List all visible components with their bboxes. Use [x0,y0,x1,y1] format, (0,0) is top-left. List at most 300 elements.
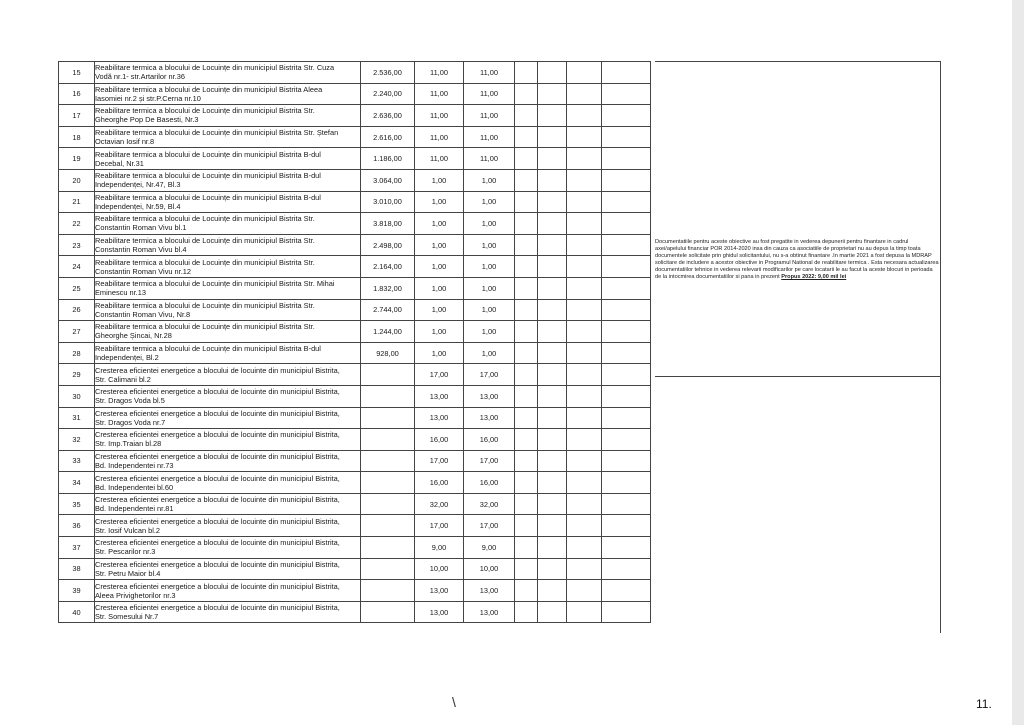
description-line2: Constantin Roman Vivu nr.12 [95,266,191,276]
row-amount-b: 17,00 [464,364,515,386]
empty-cell [515,385,538,407]
row-amount-b: 11,00 [464,148,515,170]
empty-cell [515,450,538,472]
row-amount-a: 1,00 [415,342,464,364]
row-amount-a: 13,00 [415,385,464,407]
table-row [59,126,651,148]
empty-cell [602,450,651,472]
empty-cell [602,537,651,559]
row-amount-b: 10,00 [464,558,515,580]
row-number: 17 [59,105,95,127]
empty-cell [567,256,602,278]
empty-cell [538,364,567,386]
empty-cell [515,148,538,170]
row-value [361,450,415,472]
row-number: 15 [59,62,95,84]
row-description [95,148,361,170]
empty-cell [538,277,567,299]
row-description [95,213,361,235]
empty-cell [602,515,651,537]
description-line1: Cresterea eficientei energetice a blocului de locuinte din municipiul Bistrita, [95,559,340,569]
row-amount-a: 13,00 [415,407,464,429]
row-description [95,299,361,321]
table-row [59,191,651,213]
row-value [361,601,415,623]
row-number: 38 [59,558,95,580]
row-amount-b: 11,00 [464,83,515,105]
empty-cell [538,62,567,84]
row-value [361,537,415,559]
empty-cell [602,277,651,299]
empty-cell [538,299,567,321]
empty-cell [538,407,567,429]
empty-cell [515,234,538,256]
row-value: 1.186,00 [361,148,415,170]
row-number: 25 [59,277,95,299]
note-highlight: Propus 2022: 9,00 mil lei [781,274,847,280]
empty-cell [515,407,538,429]
description-line2: Aleea Privighetorilor nr.3 [95,590,176,600]
page-number: 11. [976,697,992,711]
row-amount-a: 16,00 [415,472,464,494]
row-number: 19 [59,148,95,170]
empty-cell [567,537,602,559]
description-line2: Str. Iosif Vulcan bl.2 [95,525,161,535]
description-line2: Constantin Roman Vivu bl.1 [95,223,187,233]
empty-cell [602,493,651,515]
empty-cell [567,601,602,623]
row-amount-a: 11,00 [415,62,464,84]
table-row [59,277,651,299]
row-description [95,601,361,623]
row-number: 31 [59,407,95,429]
row-amount-b: 1,00 [464,299,515,321]
row-amount-a: 10,00 [415,558,464,580]
empty-cell [538,537,567,559]
row-description [95,62,361,84]
empty-cell [538,450,567,472]
table-row [59,234,651,256]
row-value [361,429,415,451]
empty-cell [567,407,602,429]
empty-cell [602,299,651,321]
description-line2: Bd. Independentei bl.60 [95,482,174,492]
description-line1: Reabilitare termica a blocului de Locuințe din municipiul Bistrita Str. [95,300,315,310]
table-row [59,321,651,343]
description-line1: Reabilitare termica a blocului de Locuințe din municipiul Bistrita Str. [95,236,315,246]
empty-cell [602,169,651,191]
description-line1: Reabilitare termica a blocului de Locuințe din municipiul Bistrita Str. [95,106,315,116]
table-row [59,256,651,278]
empty-cell [515,321,538,343]
description-line2: Str. Pescarilor nr.3 [95,547,156,557]
description-line1: Cresterea eficientei energetice a blocului de locuinte din municipiul Bistrita, [95,365,340,375]
empty-cell [515,299,538,321]
empty-cell [567,126,602,148]
row-value: 3.064,00 [361,169,415,191]
empty-cell [602,83,651,105]
description-line2: Str. Somesului Nr.7 [95,612,159,622]
empty-cell [567,472,602,494]
description-line1: Cresterea eficientei energetice a blocului de locuinte din municipiul Bistrita, [95,430,340,440]
row-value [361,515,415,537]
row-description [95,277,361,299]
row-amount-b: 16,00 [464,472,515,494]
empty-cell [567,429,602,451]
empty-cell [515,169,538,191]
row-description [95,169,361,191]
description-line2: Str. Petru Maior bl.4 [95,568,161,578]
row-amount-b: 13,00 [464,385,515,407]
description-line1: Reabilitare termica a blocului de Locuințe din municipiul Bistrita Aleea [95,84,323,94]
description-line1: Cresterea eficientei energetice a blocului de locuinte din municipiul Bistrita, [95,581,340,591]
description-line1: Reabilitare termica a blocului de Locuințe din municipiul Bistrita Str. Ștefan [95,128,339,138]
empty-cell [567,515,602,537]
table-row [59,342,651,364]
empty-cell [602,321,651,343]
row-amount-b: 1,00 [464,191,515,213]
row-value: 2.164,00 [361,256,415,278]
note-cell-top [655,61,941,377]
row-value: 2.498,00 [361,234,415,256]
description-line2: Constantin Roman Vivu, Nr.8 [95,309,191,319]
empty-cell [515,429,538,451]
description-line2: Independenței, Nr.47, Bl.3 [95,180,181,190]
row-description [95,429,361,451]
empty-cell [602,407,651,429]
row-description [95,515,361,537]
description-line2: Str. Dragos Voda bl.5 [95,396,165,406]
row-number: 34 [59,472,95,494]
row-value: 928,00 [361,342,415,364]
row-description [95,191,361,213]
row-description [95,472,361,494]
page-edge [1012,0,1024,725]
empty-cell [602,256,651,278]
empty-cell [602,191,651,213]
row-amount-a: 11,00 [415,126,464,148]
row-amount-b: 1,00 [464,213,515,235]
empty-cell [515,83,538,105]
table-row [59,450,651,472]
description-line2: Independenței, Bl.2 [95,353,159,363]
empty-cell [538,321,567,343]
empty-cell [538,169,567,191]
row-description [95,493,361,515]
empty-cell [602,105,651,127]
row-amount-a: 17,00 [415,450,464,472]
projects-table [58,61,651,623]
table-row [59,299,651,321]
row-number: 22 [59,213,95,235]
row-value [361,407,415,429]
row-description [95,321,361,343]
row-amount-a: 1,00 [415,299,464,321]
description-line2: Gheorghe Pop De Basesti, Nr.3 [95,115,199,125]
empty-cell [515,558,538,580]
row-value [361,364,415,386]
row-number: 20 [59,169,95,191]
row-value: 2.536,00 [361,62,415,84]
empty-cell [567,580,602,602]
row-value [361,493,415,515]
empty-cell [538,515,567,537]
empty-cell [515,213,538,235]
empty-cell [538,213,567,235]
row-amount-a: 16,00 [415,429,464,451]
row-value: 2.240,00 [361,83,415,105]
empty-cell [602,601,651,623]
empty-cell [567,83,602,105]
empty-cell [538,83,567,105]
row-value [361,472,415,494]
row-value: 3.010,00 [361,191,415,213]
description-line1: Cresterea eficientei energetice a blocului de locuinte din municipiul Bistrita, [95,538,340,548]
table-row [59,62,651,84]
row-amount-a: 17,00 [415,364,464,386]
row-amount-b: 13,00 [464,407,515,429]
row-amount-b: 1,00 [464,169,515,191]
table-row [59,407,651,429]
table-row [59,213,651,235]
empty-cell [602,234,651,256]
row-amount-b: 17,00 [464,450,515,472]
empty-cell [515,601,538,623]
empty-cell [602,580,651,602]
row-value [361,385,415,407]
empty-cell [515,493,538,515]
row-description [95,364,361,386]
row-amount-a: 17,00 [415,515,464,537]
row-amount-a: 32,00 [415,493,464,515]
description-line2: Independenței, Nr.59, Bl.4 [95,201,181,211]
table-row [59,148,651,170]
empty-cell [567,105,602,127]
table-row [59,429,651,451]
row-number: 28 [59,342,95,364]
empty-cell [567,450,602,472]
row-description [95,256,361,278]
table-row [59,580,651,602]
row-description [95,342,361,364]
empty-cell [602,342,651,364]
row-amount-a: 9,00 [415,537,464,559]
row-value: 2.636,00 [361,105,415,127]
row-number: 37 [59,537,95,559]
empty-cell [538,429,567,451]
empty-cell [602,385,651,407]
empty-cell [567,234,602,256]
empty-cell [538,580,567,602]
row-amount-b: 9,00 [464,537,515,559]
description-line2: Octavian Iosif nr.8 [95,137,155,147]
row-description [95,558,361,580]
empty-cell [567,169,602,191]
row-amount-b: 1,00 [464,321,515,343]
empty-cell [538,256,567,278]
row-number: 18 [59,126,95,148]
description-line1: Reabilitare termica a blocului de Locuințe din municipiul Bistrita B-dul [95,171,321,181]
description-line2: Str. Dragos Voda nr.7 [95,417,166,427]
row-amount-b: 13,00 [464,580,515,602]
description-line1: Reabilitare termica a blocului de Locuințe din municipiul Bistrita Str. Mihai [95,279,335,289]
row-amount-a: 1,00 [415,234,464,256]
empty-cell [567,213,602,235]
description-line1: Reabilitare termica a blocului de Locuințe din municipiul Bistrita B-dul [95,149,321,159]
row-value: 1.244,00 [361,321,415,343]
table-row [59,83,651,105]
empty-cell [515,580,538,602]
empty-cell [515,515,538,537]
empty-cell [515,277,538,299]
row-description [95,83,361,105]
description-line1: Reabilitare termica a blocului de Locuințe din municipiul Bistrita B-dul [95,344,321,354]
description-line1: Cresterea eficientei energetice a blocului de locuinte din municipiul Bistrita, [95,387,340,397]
empty-cell [567,321,602,343]
row-description [95,580,361,602]
row-amount-b: 11,00 [464,62,515,84]
empty-cell [538,234,567,256]
empty-cell [538,126,567,148]
empty-cell [538,385,567,407]
row-number: 40 [59,601,95,623]
row-amount-b: 11,00 [464,126,515,148]
row-amount-b: 17,00 [464,515,515,537]
row-description [95,450,361,472]
empty-cell [567,364,602,386]
note-text [655,239,940,281]
row-amount-a: 1,00 [415,213,464,235]
row-amount-b: 11,00 [464,105,515,127]
row-description [95,385,361,407]
row-number: 27 [59,321,95,343]
description-line1: Reabilitare termica a blocului de Locuințe din municipiul Bistrita Str. [95,322,315,332]
empty-cell [602,429,651,451]
row-description [95,537,361,559]
empty-cell [515,126,538,148]
empty-cell [602,558,651,580]
empty-cell [602,472,651,494]
row-amount-a: 1,00 [415,256,464,278]
row-description [95,407,361,429]
empty-cell [515,364,538,386]
row-amount-b: 16,00 [464,429,515,451]
description-line1: Cresterea eficientei energetice a blocului de locuinte din municipiul Bistrita, [95,603,340,613]
description-line2: Vodă nr.1- str.Artarilor nr.36 [95,72,185,82]
row-amount-b: 1,00 [464,234,515,256]
description-line2: Str. Imp.Traian bl.28 [95,439,162,449]
empty-cell [538,472,567,494]
description-line1: Cresterea eficientei energetice a blocului de locuinte din municipiul Bistrita, [95,408,340,418]
row-amount-b: 1,00 [464,256,515,278]
empty-cell [538,105,567,127]
description-line1: Cresterea eficientei energetice a blocului de locuinte din municipiul Bistrita, [95,516,340,526]
empty-cell [538,558,567,580]
row-value [361,558,415,580]
row-value: 1.832,00 [361,277,415,299]
row-amount-a: 13,00 [415,580,464,602]
empty-cell [515,342,538,364]
empty-cell [515,105,538,127]
table-row [59,169,651,191]
empty-cell [567,277,602,299]
empty-cell [567,493,602,515]
table-row [59,537,651,559]
empty-cell [538,493,567,515]
row-value: 3.818,00 [361,213,415,235]
empty-cell [567,558,602,580]
description-line1: Reabilitare termica a blocului de Locuințe din municipiul Bistrita Str. [95,257,315,267]
row-number: 21 [59,191,95,213]
row-number: 23 [59,234,95,256]
table-row [59,493,651,515]
empty-cell [515,537,538,559]
right-border-line [940,61,941,632]
row-number: 35 [59,493,95,515]
description-line1: Cresterea eficientei energetice a blocului de locuinte din municipiul Bistrita, [95,473,340,483]
row-amount-a: 1,00 [415,277,464,299]
row-number: 26 [59,299,95,321]
empty-cell [538,148,567,170]
row-value: 2.744,00 [361,299,415,321]
row-description [95,126,361,148]
table-row [59,472,651,494]
empty-cell [567,342,602,364]
row-number: 29 [59,364,95,386]
empty-cell [602,364,651,386]
description-line2: Bd. Independentei nr.81 [95,504,174,514]
row-number: 16 [59,83,95,105]
description-line1: Reabilitare termica a blocului de Locuințe din municipiul Bistrita B-dul [95,192,321,202]
row-amount-b: 1,00 [464,342,515,364]
row-value [361,580,415,602]
row-amount-a: 13,00 [415,601,464,623]
empty-cell [567,148,602,170]
empty-cell [567,191,602,213]
description-line2: Str. Calimani bl.2 [95,374,151,384]
row-amount-a: 1,00 [415,321,464,343]
table-row [59,364,651,386]
empty-cell [602,148,651,170]
empty-cell [602,213,651,235]
empty-cell [602,62,651,84]
row-number: 24 [59,256,95,278]
row-amount-a: 11,00 [415,105,464,127]
row-amount-b: 32,00 [464,493,515,515]
description-line2: Decebal, Nr.31 [95,158,144,168]
row-description [95,105,361,127]
table-row [59,558,651,580]
empty-cell [538,191,567,213]
empty-cell [515,256,538,278]
handwritten-mark: \ [452,694,456,710]
description-line1: Reabilitare termica a blocului de Locuințe din municipiul Bistrita Str. Cuza [95,63,335,73]
description-line2: Gheorghe Șincai, Nr.28 [95,331,172,341]
empty-cell [538,601,567,623]
note-cell-bottom [655,376,941,633]
empty-cell [538,342,567,364]
row-number: 32 [59,429,95,451]
row-number: 30 [59,385,95,407]
empty-cell [567,385,602,407]
row-amount-a: 1,00 [415,191,464,213]
empty-cell [567,62,602,84]
table-row [59,601,651,623]
row-amount-b: 1,00 [464,277,515,299]
description-line2: Bd. Independentei nr.73 [95,460,174,470]
empty-cell [602,126,651,148]
row-description [95,234,361,256]
